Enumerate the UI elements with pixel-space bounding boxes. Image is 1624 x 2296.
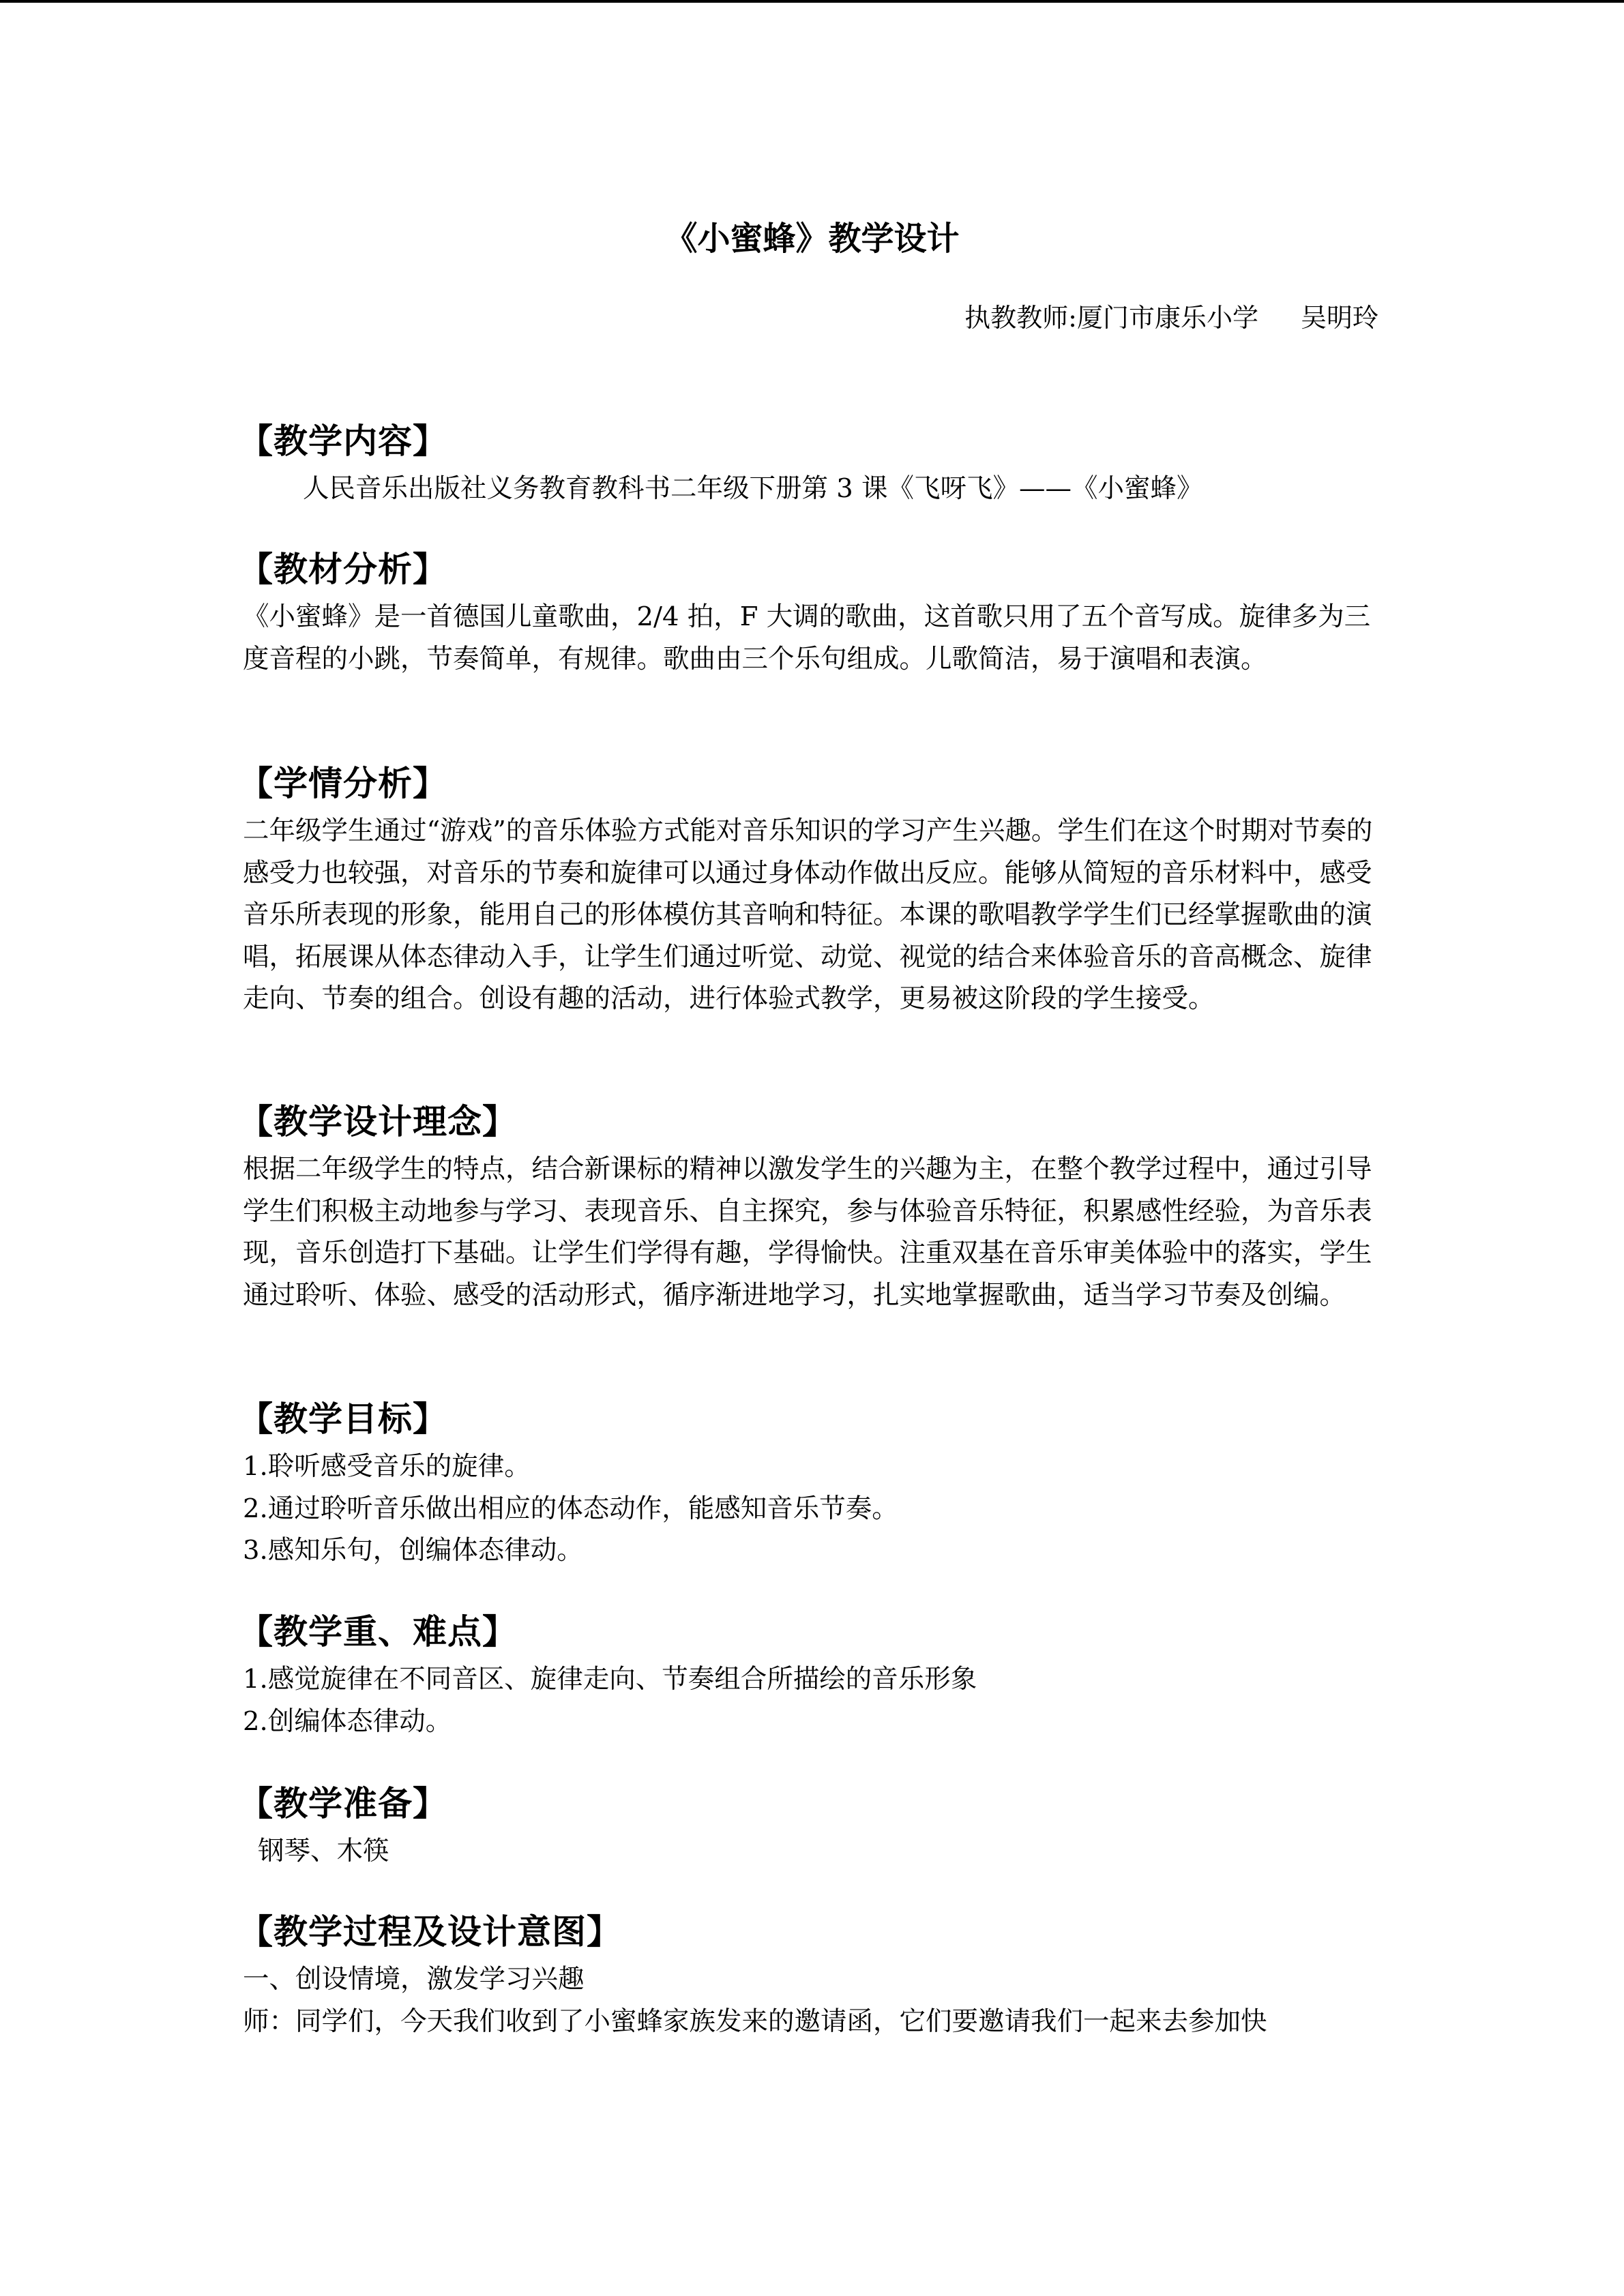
section-body [243, 1446, 1379, 1572]
section-preparation [239, 1780, 1379, 1873]
list-item: 3.感知乐句，创编体态律动。 [243, 1535, 583, 1566]
paragraph: 钢琴、木筷 [258, 1836, 389, 1866]
author-line [964, 299, 1378, 337]
section-body [243, 1830, 1379, 1873]
section-design-philosophy [239, 1098, 1379, 1316]
section-body [243, 1148, 1379, 1316]
section-body [243, 810, 1379, 1020]
section-heading: 【教学设计理念】 [239, 1102, 517, 1142]
section-body [243, 1658, 1379, 1742]
author-name: 吴明玲 [1300, 303, 1378, 333]
section-body [243, 1958, 1379, 2042]
section-heading: 【教学过程及设计意图】 [239, 1912, 621, 1952]
section-heading: 【教学内容】 [239, 421, 447, 461]
section-body [243, 596, 1379, 680]
section-teaching-process [239, 1908, 1379, 2042]
list-item: 1.聆听感受音乐的旋律。 [243, 1451, 531, 1482]
list-item: 2.创编体态律动。 [243, 1705, 452, 1737]
section-material-analysis [239, 546, 1379, 680]
top-border-line [0, 0, 1624, 3]
section-heading: 【学情分析】 [239, 764, 447, 803]
section-body [243, 468, 1379, 510]
paragraph: 根据二年级学生的特点，结合新课标的精神以激发学生的兴趣为主，在整个教学过程中，通过引导学生们积极主动地参与学习、表现音乐、自主探究，参与体验音乐特征，积累感性经验，为音乐表现，音乐创造打下基础。让学生们学得有趣，学得愉快。注重双基在音乐审美体验中的落实，学生通过聆听、体验、感受的活动形式，循序渐进地学习，扎实地掌握歌曲，适当学习节奏及创编。 [243, 1154, 1372, 1311]
paragraph: 人民音乐出版社义务教育教科书二年级下册第 3 课《飞呀飞》——《小蜜蜂》 [303, 473, 1203, 504]
section-heading: 【教材分析】 [239, 550, 447, 589]
section-teaching-content [239, 417, 1379, 510]
section-heading: 【教学目标】 [239, 1399, 447, 1439]
list-item: 2.通过聆听音乐做出相应的体态动作，能感知音乐节奏。 [243, 1493, 898, 1524]
section-heading: 【教学准备】 [239, 1784, 447, 1823]
paragraph: 二年级学生通过“游戏”的音乐体验方式能对音乐知识的学习产生兴趣。学生们在这个时期对节奏的感受力也较强，对音乐的节奏和旋律可以通过身体动作做出反应。能够从简短的音乐材料中，感受音乐所表现的形象，能用自己的形体模仿其音响和特征。本课的歌唱教学学生们已经掌握歌曲的演唱，拓展课从体态律动入手，让学生们通过听觉、动觉、视觉的结合来体验音乐的音高概念、旋律走向、节奏的组合。创设有趣的活动，进行体验式教学，更易被这阶段的学生接受。 [243, 816, 1373, 1014]
document-title: 《小蜜蜂》教学设计 [664, 220, 960, 258]
section-student-analysis [239, 760, 1379, 1020]
section-key-points [239, 1608, 1379, 1742]
paragraph: 《小蜜蜂》是一首德国儿童歌曲，2/4 拍，F 大调的歌曲，这首歌只用了五个音写成。旋律多为三度音程的小跳，节奏简单，有规律。歌曲由三个乐句组成。儿歌简洁，易于演唱和表演。 [243, 601, 1371, 674]
list-item: 师：同学们，今天我们收到了小蜜蜂家族发来的邀请函，它们要邀请我们一起来去参加快 [243, 2006, 1267, 2037]
section-teaching-goals [239, 1395, 1379, 1572]
list-item: 1.感觉旋律在不同音区、旋律走向、节奏组合所描绘的音乐形象 [243, 1664, 977, 1695]
list-item: 一、创设情境，激发学习兴趣 [243, 1964, 585, 1995]
author-school: 执教教师:厦门市康乐小学 [964, 303, 1258, 333]
section-heading: 【教学重、难点】 [239, 1612, 517, 1652]
